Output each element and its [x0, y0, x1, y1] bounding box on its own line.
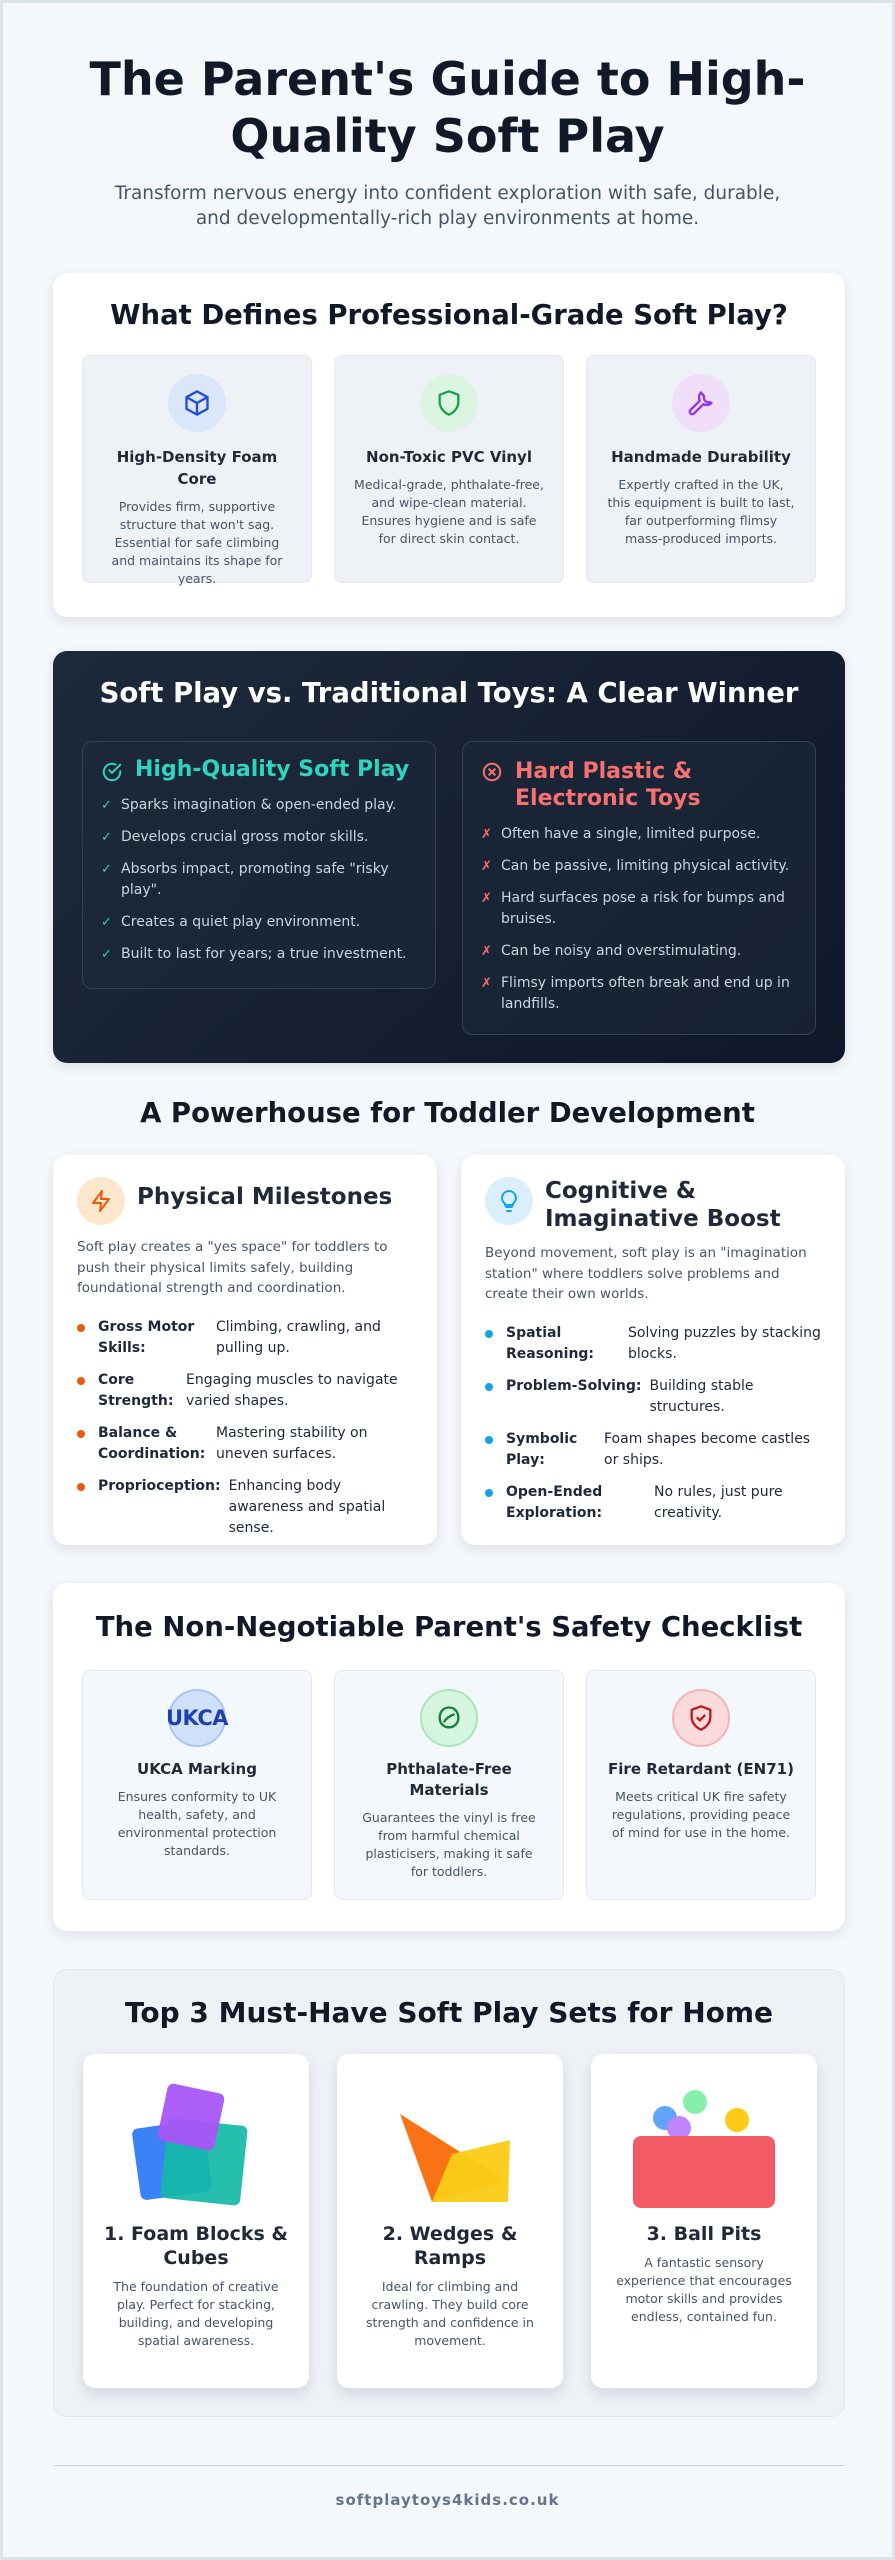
- product-card-wedges: [337, 2054, 563, 2388]
- list-item: ✓ Built to last for years; a true investment.: [101, 944, 419, 965]
- ball-pit-icon: [629, 2074, 779, 2214]
- list-item: Spatial Reasoning: Solving puzzles by stacking blocks.: [485, 1323, 825, 1365]
- safety-card-ukca: [82, 1670, 312, 1900]
- footer-divider: [53, 2465, 845, 2466]
- leaf-icon: [420, 1689, 478, 1747]
- check-icon: ✓: [101, 830, 112, 845]
- safety-card-phthalate: [334, 1670, 564, 1900]
- list-item: ✗ Can be passive, limiting physical activity.: [481, 856, 799, 877]
- page-title: The Parent's Guide to High-Quality Soft Play: [89, 52, 806, 163]
- safety-card-text: Ensures conformity to UK health, safety, and environmental protection standards.: [117, 1789, 277, 1858]
- plastic-toys-heading: Hard Plastic & Electronic Toys: [463, 742, 815, 812]
- soft-play-list: [83, 783, 435, 992]
- product-text: The foundation of creative play. Perfect for stacking, building, and developing spatial awareness.: [113, 2279, 279, 2348]
- cognitive-boost-card: [461, 1155, 845, 1545]
- cross-icon: ✗: [481, 976, 492, 991]
- plastic-toys-list: [463, 812, 815, 1042]
- product-text: Ideal for climbing and crawling. They build core strength and confidence in movement.: [366, 2279, 534, 2348]
- cross-icon: ✗: [481, 891, 492, 906]
- list-item: ✓ Sparks imagination & open-ended play.: [101, 795, 419, 816]
- product-text: A fantastic sensory experience that encourages motor skills and provides endless, contained fun.: [616, 2255, 792, 2324]
- list-item: Gross Motor Skills: Climbing, crawling, and pulling up.: [77, 1317, 417, 1359]
- sets-title: Top 3 Must-Have Soft Play Sets for Home: [124, 1996, 774, 2029]
- feature-text: Medical-grade, phthalate-free, and wipe-clean material. Ensures hygiene and is safe for direct skin contact.: [354, 477, 544, 546]
- product-card-blocks: [83, 2054, 309, 2388]
- lightning-icon: [77, 1177, 125, 1225]
- safety-card-text: Meets critical UK fire safety regulations, providing peace of mind for use in the home.: [611, 1789, 791, 1840]
- list-item: Proprioception: Enhancing body awareness and spatial sense.: [77, 1476, 417, 1539]
- cognitive-list: [485, 1323, 825, 1535]
- plastic-toys-column: [462, 741, 816, 1035]
- card-intro: Soft play creates a "yes space" for toddlers to push their physical limits safely, building foundational strength and coordination.: [77, 1239, 388, 1296]
- wrench-icon: [672, 374, 730, 432]
- defines-title: What Defines Professional-Grade Soft Play?: [110, 299, 788, 331]
- list-item: ✗ Often have a single, limited purpose.: [481, 824, 799, 845]
- list-item: Balance & Coordination: Mastering stability on uneven surfaces.: [77, 1423, 417, 1465]
- hero: [3, 51, 892, 231]
- product-title: 1. Foam Blocks & Cubes: [104, 2223, 288, 2269]
- check-icon: ✓: [101, 798, 112, 813]
- physical-milestones-card: [53, 1155, 437, 1545]
- feature-text: Provides firm, supportive structure that won't sag. Essential for safe climbing and maintains its shape for years.: [111, 499, 283, 586]
- cross-icon: ✗: [481, 944, 492, 959]
- defines-section: [53, 273, 845, 617]
- soft-play-heading: High-Quality Soft Play: [83, 742, 435, 783]
- card-title: Physical Milestones: [137, 1184, 393, 1210]
- soft-play-column: [82, 741, 436, 989]
- comparison-title: Soft Play vs. Traditional Toys: A Clear Winner: [99, 677, 799, 709]
- sets-section: [53, 1969, 845, 2417]
- feature-card-foam: [82, 355, 312, 586]
- safety-title: The Non-Negotiable Parent's Safety Checklist: [95, 1611, 803, 1643]
- comparison-section: [53, 651, 845, 1063]
- product-card-ball-pits: [591, 2054, 817, 2388]
- list-item: Symbolic Play: Foam shapes become castles or ships.: [485, 1429, 825, 1471]
- ukca-mark-icon: UKCA: [168, 1689, 226, 1747]
- check-icon: ✓: [101, 915, 112, 930]
- list-item: Open-Ended Exploration: No rules, just pure creativity.: [485, 1482, 825, 1524]
- product-title: 2. Wedges & Ramps: [382, 2223, 518, 2269]
- physical-list: [77, 1317, 417, 1550]
- list-item: ✗ Can be noisy and overstimulating.: [481, 941, 799, 962]
- safety-card-title: UKCA Marking: [137, 1760, 257, 1778]
- safety-section: [53, 1583, 845, 1931]
- shield-check-icon: [672, 1689, 730, 1747]
- lightbulb-icon: [485, 1177, 533, 1225]
- cube-icon: [168, 374, 226, 432]
- safety-card-text: Guarantees the vinyl is free from harmful chemical plasticisers, making it safe for toddlers.: [362, 1810, 536, 1879]
- product-title: 3. Ball Pits: [646, 2223, 762, 2245]
- feature-text: Expertly crafted in the UK, this equipment is built to last, far outperforming flimsy mass-produced imports.: [607, 477, 795, 546]
- footer-site-link[interactable]: softplaytoys4kids.co.uk: [335, 2491, 560, 2509]
- check-icon: ✓: [101, 862, 112, 877]
- feature-title: Non-Toxic PVC Vinyl: [366, 448, 532, 466]
- feature-title: Handmade Durability: [611, 448, 791, 466]
- feature-card-durability: [586, 355, 816, 583]
- development-title: A Powerhouse for Toddler Development: [140, 1097, 755, 1129]
- shield-icon: [420, 374, 478, 432]
- list-item: Core Strength: Engaging muscles to navigate varied shapes.: [77, 1370, 417, 1412]
- list-item: ✗ Hard surfaces pose a risk for bumps and bruises.: [481, 890, 785, 927]
- check-icon: ✓: [101, 947, 112, 962]
- safety-items: [82, 1670, 816, 1900]
- x-circle-icon: [481, 761, 503, 790]
- defines-features: [82, 355, 816, 586]
- list-item: ✓ Absorbs impact, promoting safe "risky play".: [101, 861, 389, 898]
- safety-card-title: Phthalate-Free Materials: [386, 1760, 512, 1799]
- list-item: ✓ Develops crucial gross motor skills.: [101, 827, 419, 848]
- feature-card-vinyl: [334, 355, 564, 583]
- cross-icon: ✗: [481, 859, 492, 874]
- list-item: ✓ Creates a quiet play environment.: [101, 912, 419, 933]
- card-title: Cognitive & Imaginative Boost: [545, 1178, 781, 1232]
- wedges-ramps-icon: [380, 2074, 520, 2214]
- check-circle-icon: [101, 761, 123, 790]
- card-intro: Beyond movement, soft play is an "imagination station" where toddlers solve problems and create their own worlds.: [485, 1245, 807, 1302]
- list-item: Problem-Solving: Building stable structures.: [485, 1376, 825, 1418]
- feature-title: High-Density Foam Core: [116, 448, 278, 488]
- foam-blocks-icon: [126, 2074, 266, 2214]
- safety-card-title: Fire Retardant (EN71): [608, 1760, 794, 1778]
- list-item: ✗ Flimsy imports often break and end up in landfills.: [481, 975, 790, 1012]
- page-subtitle: Transform nervous energy into confident exploration with safe, durable, and developmentally-rich play environments at home.: [114, 183, 781, 229]
- cross-icon: ✗: [481, 827, 492, 842]
- safety-card-fire: [586, 1670, 816, 1900]
